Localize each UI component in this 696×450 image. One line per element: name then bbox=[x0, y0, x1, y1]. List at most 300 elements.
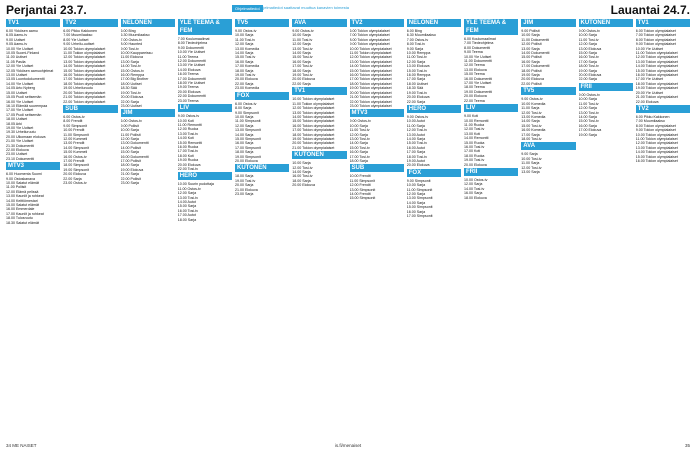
program-line: 16.00 Remppa bbox=[120, 73, 145, 78]
program-line: 18.00 Sarja bbox=[292, 178, 311, 183]
program-line: 14.00 Remontti bbox=[464, 136, 489, 141]
channel-header: YLE TEEMA & FEM bbox=[178, 19, 232, 35]
program-line: 13.00 Sarja bbox=[120, 59, 139, 64]
program-line: 13.00 Koti bbox=[464, 131, 481, 136]
program-line: 9.00 Tokion olympialaiset bbox=[635, 128, 676, 133]
program-line: 11.00 Elokuva bbox=[120, 55, 144, 60]
program-line: 19.00 Tosi-tv bbox=[292, 73, 313, 78]
program-line: 23.10 Dokumentti bbox=[6, 156, 35, 161]
program-line: 6.00 Koulumaailmat bbox=[464, 37, 496, 41]
program-line: 18.00 Tokion olympialaiset bbox=[292, 132, 335, 137]
program-line: 18.00 Tokion olympialaiset bbox=[349, 81, 392, 86]
program-line: 16.00 Remppa bbox=[406, 73, 431, 78]
program-line: 11.00 Tosi-tv bbox=[578, 37, 599, 42]
program-line: 20.00 Elokuva bbox=[292, 77, 316, 82]
program-line: 14.05 Arto Nyberg bbox=[6, 86, 35, 91]
program-line: 14.00 Sarja bbox=[235, 132, 254, 137]
program-line: 17.00 Tokion olympialaiset bbox=[292, 128, 335, 133]
program-line: 10.00 Yle Uutiset bbox=[177, 50, 206, 55]
program-line: 22.00 Tokion olympialaiset bbox=[63, 99, 106, 104]
program-line: 13.00 Tokion olympialaiset bbox=[635, 145, 678, 150]
channel-header: SUB bbox=[350, 164, 404, 172]
program-line: 14.00 Tokion olympialaiset bbox=[635, 64, 678, 69]
program-line: 20.00 Elokuva bbox=[235, 158, 258, 163]
program-line: 10.00 Kauppareissu bbox=[120, 51, 153, 56]
program-line: 15.00 Remontti bbox=[177, 140, 203, 145]
channel-header: AVA bbox=[292, 19, 346, 27]
program-line: 18.00 Tokion olympialaiset bbox=[63, 81, 106, 86]
program-line: 9.00 Simpsonit bbox=[63, 123, 88, 128]
program-line: 16.00 Sarja bbox=[521, 59, 540, 64]
program-line: 14.00 Tokion olympialaiset bbox=[635, 150, 678, 155]
program-line: 14.00 Tokion olympialaiset bbox=[292, 114, 335, 119]
program-line: 11.00 Tokion olympialaiset bbox=[635, 136, 678, 141]
program-line: 17.00 Sarja bbox=[406, 77, 426, 82]
program-line: 10.00 Tosi-tv bbox=[521, 156, 542, 161]
program-line: 11.00 Simpsonit bbox=[406, 187, 433, 192]
program-line: 10.00 Sarja bbox=[292, 33, 311, 38]
program-line: 20.00 Elokuva bbox=[292, 183, 316, 188]
program-line: 15.00 Sarja bbox=[578, 51, 597, 56]
program-line: 18.30 Salatut elämät bbox=[6, 220, 39, 225]
program-line: 22.00 Sarja bbox=[406, 99, 426, 104]
program-line: 12.00 Tosi-tv bbox=[406, 128, 428, 133]
program-line: 8.00 Frendit bbox=[63, 119, 83, 124]
listing-column bbox=[121, 18, 175, 436]
info-badge: Ohjelmatiedot bbox=[232, 5, 263, 12]
program-line: 14.00 Dokumentti bbox=[521, 51, 550, 56]
program-line: 13.00 Tokion olympialaiset bbox=[635, 59, 678, 64]
program-line: 20.00 Ulkomaan elokuva bbox=[6, 134, 46, 139]
program-line: 15.00 Tokion olympialaiset bbox=[635, 68, 678, 73]
program-line: 9.00 Ostos-tv bbox=[406, 114, 429, 119]
program-line: 9.05 Aamu-tv bbox=[6, 42, 28, 47]
program-line: 13.00 Sarja bbox=[521, 169, 540, 174]
program-line: 14.00 Sarja bbox=[406, 200, 426, 205]
program-line: 17.00 Poliisit bbox=[120, 158, 141, 163]
program-line: 22.00 Tosi-tv bbox=[177, 166, 199, 171]
program-line: 15.00 Tosi-tv bbox=[406, 141, 428, 146]
program-line: 17.00 Simpsonit bbox=[406, 214, 433, 219]
program-line: 19.00 Elokuva bbox=[120, 167, 144, 172]
program-line: 6.00 Tokion olympialaiset bbox=[349, 29, 390, 33]
program-line: 9.00 Ostos-tv bbox=[521, 97, 543, 102]
program-line: 23.00 Uutiset bbox=[6, 152, 28, 157]
program-line: 23.00 Uutiset bbox=[120, 103, 142, 108]
program-line: 15.00 Tokion olympialaiset bbox=[63, 68, 106, 73]
program-line: 20.00 Yle Uutiset bbox=[635, 90, 664, 95]
program-line: 10.00 Tokion olympialaiset bbox=[635, 132, 678, 137]
program-line: 18.00 Sarja bbox=[292, 68, 311, 73]
program-line: 16.00 Sarja bbox=[406, 209, 426, 214]
listing-column bbox=[235, 18, 289, 436]
program-line: 16.00 Tokion olympialaiset bbox=[292, 123, 335, 128]
info-note: Ohjelmatiedot saattavat muuttua kanavien toimesta bbox=[258, 5, 349, 10]
program-line: 16.00 Autot bbox=[406, 145, 425, 150]
program-line: 17.00 Komedia bbox=[235, 64, 260, 69]
program-line: 17.00 Koti bbox=[464, 149, 481, 154]
program-line: 10.00 Sarja bbox=[578, 33, 597, 38]
program-line: 20.00 Elokuva bbox=[120, 95, 144, 100]
program-line: 9.00 Ostos-tv bbox=[349, 119, 371, 124]
program-line: 8.00 Haunted bbox=[120, 42, 143, 47]
program-line: 8.00 Tiedeohjelma bbox=[177, 41, 208, 46]
program-line: 8.00 Tokion olympialaiset bbox=[635, 123, 676, 128]
program-line: 12.00 Sarja bbox=[406, 192, 426, 196]
program-line: 11.00 Sarja bbox=[521, 106, 540, 111]
listing-column bbox=[350, 18, 404, 436]
program-line: 18.00 Koti bbox=[177, 153, 194, 158]
program-line: 19.00 Tosi-tv bbox=[235, 73, 256, 78]
program-line: 18.00 Tosi-tv bbox=[406, 154, 428, 159]
program-line: 10.00 Sarja bbox=[578, 97, 597, 102]
program-line: 22.00 Poliisit bbox=[521, 81, 542, 86]
program-line: 22.00 Elokuva bbox=[635, 99, 659, 104]
program-line: 22.00 Sarja bbox=[235, 81, 254, 86]
program-line: 18.30 Sää bbox=[120, 86, 137, 91]
program-line: 16.00 Tosi-tv bbox=[464, 144, 485, 149]
program-line: 20.00 Elokuva bbox=[406, 95, 430, 100]
program-line: 13.00 Sarja bbox=[521, 46, 540, 51]
program-line: 10.00 Autot bbox=[406, 119, 425, 124]
program-line: 11.00 Ostos-tv bbox=[177, 186, 201, 191]
program-line: 7.00 Tiedeohjelma bbox=[464, 41, 494, 46]
program-line: 12.00 Sarja bbox=[578, 106, 597, 111]
program-line: 15.00 Tosi-tv bbox=[406, 68, 428, 73]
channel-header: TV1 bbox=[6, 19, 60, 27]
program-line: 17.00 Elokuva bbox=[578, 128, 602, 133]
program-line: 8.00 Sarja bbox=[235, 106, 252, 111]
program-line: 9.00 Tokion olympialaiset bbox=[635, 42, 676, 47]
program-line: 22.00 Teema bbox=[464, 98, 485, 103]
program-line: 18.00 Sarja bbox=[235, 174, 254, 179]
program-line: 12.00 Sarja bbox=[578, 42, 597, 47]
program-line: 10.00 Koti bbox=[177, 118, 194, 123]
program-line: 13.00 Komedia bbox=[235, 46, 260, 51]
program-line: 11.00 Dokumentti bbox=[521, 37, 550, 42]
program-line: 11.00 Tosi-tv bbox=[406, 55, 427, 60]
program-line: 14.00 Sarja bbox=[349, 141, 368, 146]
program-line: 9.00 Simpsonit bbox=[406, 178, 431, 183]
program-line: 6.00 Pikku Kakkonen bbox=[63, 29, 98, 33]
program-line: 13.00 Frendit bbox=[63, 141, 85, 146]
program-line: 16.00 Sarja bbox=[235, 59, 254, 64]
program-line: 15.00 Ostos-tv bbox=[120, 68, 144, 73]
program-line: 21.30 Dokumentti bbox=[6, 143, 35, 148]
program-line: 17.00 Yle Uutiset bbox=[464, 81, 492, 86]
channel-header: JIM bbox=[521, 19, 575, 27]
channel-header: FOX bbox=[407, 169, 461, 177]
program-line: 18.00 Tosi-tv bbox=[521, 136, 542, 141]
program-line: 13.00 Kauniit ja rohkeat bbox=[6, 194, 44, 199]
program-line: 11.00 Tosi-tv bbox=[235, 37, 256, 42]
program-line: 7.00 Koulumaailmat bbox=[177, 37, 210, 41]
program-line: 16.00 Tosi-tv bbox=[578, 55, 599, 60]
program-line: 10.00 Suurin pudottaja bbox=[177, 182, 214, 187]
listing-column bbox=[63, 18, 117, 436]
program-line: 7.00 Tokion olympialaiset bbox=[635, 33, 676, 38]
program-line: 17.00 Tokion olympialaiset bbox=[349, 77, 392, 82]
program-line: 16.10 Elämää suurempaa bbox=[6, 103, 48, 108]
program-line: 12.00 Sarja bbox=[464, 182, 483, 187]
program-line: 8.00 Yle Uutiset bbox=[63, 37, 89, 42]
program-line: 6.00 Pikku Kakkonen bbox=[635, 114, 670, 119]
footer-left: 34 ME NAISET bbox=[6, 443, 37, 448]
program-line: 13.00 Simpsonit bbox=[349, 187, 376, 192]
program-line: 13.00 Elokuva bbox=[464, 67, 487, 72]
program-line: 18.00 Sarja bbox=[120, 163, 139, 168]
program-line: 9.00 Ostos-tv bbox=[578, 92, 600, 97]
program-line: 15.00 Ruoka bbox=[464, 140, 485, 145]
program-line: 19.00 Tosi-tv bbox=[464, 158, 485, 163]
program-line: 16.00 Komedia bbox=[521, 128, 546, 133]
program-line: 9.00 Sarja bbox=[406, 46, 424, 51]
program-line: 23.00 Komedia bbox=[235, 86, 260, 91]
program-line: 20.00 Tokion olympialaiset bbox=[63, 90, 106, 95]
listing-column bbox=[292, 18, 346, 436]
program-line: 13.00 Komedia bbox=[521, 114, 546, 119]
program-line: 10.05 Suomi-Finland bbox=[6, 51, 40, 56]
program-line: 12.00 Sarja bbox=[177, 191, 197, 196]
program-line: 13.00 Tokion olympialaiset bbox=[349, 59, 392, 64]
channel-header: FRII bbox=[579, 83, 633, 91]
program-line: 10.00 Sarja bbox=[292, 161, 311, 166]
program-line: 23.00 Sarja bbox=[235, 192, 254, 196]
program-line: 16.00 Sarja bbox=[349, 150, 368, 155]
program-line: 11.00 Tosi-tv bbox=[292, 37, 313, 42]
program-line: 14.00 Tosi-tv bbox=[120, 64, 141, 69]
program-line: 10.00 Sarja bbox=[521, 33, 540, 38]
listing-column bbox=[521, 18, 575, 436]
program-line: 14.00 Poliisit bbox=[120, 145, 141, 150]
program-line: 11.00 Dokumentti bbox=[464, 59, 492, 64]
channel-header: TV1 bbox=[292, 87, 346, 95]
program-line: 15.05 Puoli seitsemän bbox=[6, 95, 42, 100]
program-line: 9.00 Ostos-tv bbox=[235, 29, 257, 33]
program-line: 10.00 Remontti bbox=[464, 118, 489, 123]
program-line: 13.00 Dokumentti bbox=[120, 141, 149, 146]
channel-header: KUTONEN bbox=[292, 151, 346, 159]
program-line: 14.00 Sarja bbox=[292, 169, 311, 174]
program-line: 17.00 Frendit bbox=[63, 158, 85, 163]
program-line: 22.00 Poliisit bbox=[120, 176, 141, 181]
program-line: 7.00 Ostos-tv bbox=[406, 37, 429, 42]
program-line: 6.00 Bing bbox=[120, 29, 136, 33]
program-line: 18.00 Teema bbox=[464, 85, 485, 90]
program-line: 19.00 Teema bbox=[177, 85, 199, 90]
listing-column bbox=[464, 18, 518, 436]
program-line: 9.00 Sarja bbox=[521, 152, 538, 157]
program-line: 16.00 Tokion olympialaiset bbox=[349, 73, 392, 78]
program-line: 10.00 Sarja bbox=[120, 128, 139, 133]
channel-header: HERO bbox=[407, 105, 461, 113]
program-line: 13.00 Elokuva bbox=[406, 64, 430, 69]
program-line: 15.00 Sarja bbox=[120, 150, 139, 155]
program-line: 19.00 Sarja bbox=[521, 73, 540, 78]
program-line: 15.00 Poliisit bbox=[521, 55, 542, 60]
program-line: 19.00 Yle Uutiset bbox=[6, 125, 34, 130]
program-line: 16.00 Tokion olympialaiset bbox=[635, 158, 678, 163]
program-line: 9.00 Ostos-tv bbox=[578, 29, 600, 33]
program-line: 19.00 Sarja bbox=[578, 132, 597, 137]
program-line: 7.00 Muumilaakso bbox=[635, 119, 665, 124]
program-line: 22.00 Sarja bbox=[120, 99, 139, 104]
page-title-right: Lauantai 24.7. bbox=[610, 3, 690, 17]
program-line: 15.00 Tosi-tv bbox=[521, 123, 542, 128]
program-line: 20.00 Elokuva bbox=[578, 73, 602, 78]
program-line: 14.00 Keittiömestari bbox=[6, 198, 38, 203]
program-line: 23.00 Teema bbox=[177, 98, 199, 103]
program-line: 16.00 Sarja bbox=[578, 123, 597, 128]
program-line: 19.00 Autot bbox=[406, 158, 425, 163]
program-line: 12.00 Ruoka bbox=[177, 127, 199, 132]
page-title-left: Perjantai 23.7. bbox=[6, 3, 87, 17]
program-line: 16.00 Ostos-tv bbox=[63, 154, 87, 159]
program-line: 11.00 Tosi-tv bbox=[349, 128, 370, 133]
program-line: 8.00 Tosi-tv bbox=[406, 42, 426, 47]
program-line: 18.00 Uutiset bbox=[120, 81, 142, 86]
program-line: 15.00 Kummeli bbox=[63, 150, 88, 155]
program-line: 14.00 Koti bbox=[177, 136, 194, 141]
program-line: 12.00 Frendit bbox=[349, 183, 371, 188]
program-line: 16.00 Sarja bbox=[292, 59, 311, 64]
program-line: 13.00 Tosi-tv bbox=[177, 131, 199, 136]
program-line: 21.00 Tokion olympialaiset bbox=[63, 95, 106, 100]
program-line: 12.00 Sarja bbox=[235, 123, 254, 128]
program-line: 18.00 Sarja bbox=[235, 68, 254, 73]
channel-header: NELONEN bbox=[407, 19, 461, 27]
program-line: 11.00 Tokion olympialaiset bbox=[635, 51, 678, 56]
program-line: 14.00 Yle Uutiset bbox=[6, 81, 34, 86]
program-line: 14.00 Sarja bbox=[406, 136, 426, 141]
program-line: 16.00 Tokion olympialaiset bbox=[635, 73, 678, 78]
program-line: 12.00 Tosi-tv bbox=[521, 110, 542, 115]
channel-header: TV5 bbox=[521, 87, 575, 95]
channel-header: NELONEN bbox=[121, 19, 175, 27]
program-line: 22.00 Sarja bbox=[578, 77, 597, 82]
program-line: 12.00 Tokion olympialaiset bbox=[349, 55, 392, 60]
program-line: 18.00 Uutiset bbox=[406, 81, 428, 86]
program-line: 12.00 Tosi-tv bbox=[521, 165, 542, 170]
program-line: 9.00 Teema bbox=[464, 50, 483, 55]
channel-header: LIV bbox=[178, 104, 232, 112]
program-line: 13.00 Tosi-tv bbox=[578, 110, 599, 115]
program-line: 11.00 Tokion olympialaiset bbox=[63, 51, 106, 56]
program-line: 10.00 Sarja bbox=[235, 114, 254, 119]
channel-header: MTV3 bbox=[350, 109, 404, 117]
program-line: 18.00 Simpsonit bbox=[63, 163, 90, 168]
program-line: 15.00 Tosi-tv bbox=[349, 145, 370, 150]
program-line: 10.00 Frendit bbox=[63, 128, 85, 133]
program-line: 10.00 Sarja bbox=[406, 183, 426, 188]
program-line: 11.00 Tosi-tv bbox=[578, 101, 599, 106]
program-line: 12.00 Sarja bbox=[292, 42, 311, 47]
program-line: 20.00 Elokuva bbox=[464, 94, 487, 99]
channel-header: KUTONEN bbox=[579, 19, 633, 27]
program-line: 10.00 Tokion olympialaiset bbox=[349, 46, 392, 51]
program-line: 12.00 Tokion olympialaiset bbox=[63, 55, 106, 60]
channel-header: KUTONEN bbox=[235, 164, 289, 172]
program-line: 8.00 Dokumentti bbox=[464, 45, 491, 50]
listing-column bbox=[6, 18, 60, 436]
program-line: 9.00 Ostoskanava bbox=[6, 176, 35, 181]
program-line: 21.00 Elokuva bbox=[235, 187, 258, 192]
program-line: 12.00 Sarja bbox=[349, 132, 368, 137]
program-line: 15.00 Simpsonit bbox=[349, 196, 376, 201]
program-line: 6.00 Bing bbox=[406, 29, 422, 33]
program-line: 13.00 Simpsonit bbox=[406, 196, 433, 201]
program-line: 17.00 Tosi-tv bbox=[292, 64, 313, 69]
program-line: 17.00 Tokion olympialaiset bbox=[63, 77, 106, 82]
program-line: 18.00 Sarja bbox=[349, 158, 368, 163]
program-line: 18.00 Tokion olympialaiset bbox=[635, 81, 678, 86]
program-line: 23.00 Ostos-tv bbox=[63, 181, 87, 185]
program-line: 12.00 Kummeli bbox=[63, 136, 88, 141]
program-line: 9.00 Urheilu-uutiset bbox=[63, 42, 95, 47]
program-line: 13.00 Tokion olympialaiset bbox=[63, 59, 106, 64]
program-line: 6.00 Ykkösen aamu bbox=[6, 29, 38, 33]
program-line: 15.00 Tokion olympialaiset bbox=[292, 119, 335, 124]
program-line: 19.00 Tosi-tv bbox=[120, 90, 141, 95]
program-line: 16.00 Yle Uutiset bbox=[6, 99, 34, 104]
program-line: 13.05 Luontodokumentti bbox=[6, 77, 45, 82]
program-line: 17.05 Puoli seitsemän bbox=[6, 112, 42, 117]
footer-right: 35 bbox=[684, 443, 690, 448]
program-line: 10.00 Yle Uutiset bbox=[635, 46, 664, 51]
program-line: 15.00 Uutiset bbox=[6, 90, 28, 95]
program-line: 16.00 Ruoka bbox=[177, 144, 199, 149]
program-line: 20.00 Elokuva bbox=[235, 77, 258, 82]
program-line: 14.00 Elokuva bbox=[177, 67, 201, 72]
program-line: 11.00 Poliisit bbox=[120, 132, 141, 137]
program-line: 16.00 Sarja bbox=[464, 191, 483, 196]
program-line: 15.00 Tokion olympialaiset bbox=[635, 154, 678, 159]
program-line: 21.00 Tokion olympialaiset bbox=[292, 145, 335, 150]
program-line: 6.05 Aamu-tv bbox=[6, 33, 28, 38]
program-line: 12.05 Ykkösen aamuohjelmat bbox=[6, 68, 54, 73]
program-line: 14.00 Sarja bbox=[292, 51, 311, 56]
program-line: 12.00 Dokumentti bbox=[177, 59, 206, 64]
program-line: 15.00 Simpsonit bbox=[406, 205, 433, 210]
program-line: 20.00 Elokuva bbox=[406, 163, 430, 168]
channel-header: JIM bbox=[121, 109, 175, 117]
program-line: 14.00 Sarja bbox=[578, 114, 597, 119]
program-line: 6.00 Ostos-tv bbox=[63, 114, 85, 119]
program-line: 13.00 Autot bbox=[406, 132, 425, 137]
program-line: 16.00 Sarja bbox=[235, 141, 254, 146]
program-line: 9.00 Ostos-tv bbox=[292, 29, 314, 33]
channel-header: TV1 bbox=[636, 19, 690, 27]
program-line: 7.00 Muumilaakso bbox=[63, 33, 93, 38]
program-line: 11.00 Remontti bbox=[177, 122, 202, 127]
program-line: 13.00 Tosi-tv bbox=[349, 136, 370, 141]
channel-header: TV2 bbox=[636, 105, 690, 113]
program-line: 9.00 Poliisit bbox=[120, 123, 139, 128]
program-line: 11.00 Tokion olympialaiset bbox=[349, 51, 392, 56]
program-line: 12.00 Tokion olympialaiset bbox=[635, 55, 678, 60]
program-line: 12.00 Sarja bbox=[120, 136, 139, 141]
program-line: 20.00 Elokuva bbox=[177, 89, 201, 94]
program-line: 21.00 Sarja bbox=[120, 172, 139, 177]
program-line: 10.00 Ostos-tv bbox=[464, 177, 488, 182]
program-line: 6.00 Huomenta Suomi bbox=[6, 172, 42, 177]
channel-header: AVA bbox=[521, 142, 575, 150]
program-line: 19.00 Tosi-tv bbox=[235, 178, 256, 183]
program-line: 9.00 Ostos-tv bbox=[177, 114, 200, 119]
program-line: 17.00 Tosi-tv bbox=[349, 154, 370, 159]
program-line: 18.00 Sarja bbox=[235, 150, 254, 155]
program-line: 10.00 Tokion olympialaiset bbox=[63, 46, 106, 51]
